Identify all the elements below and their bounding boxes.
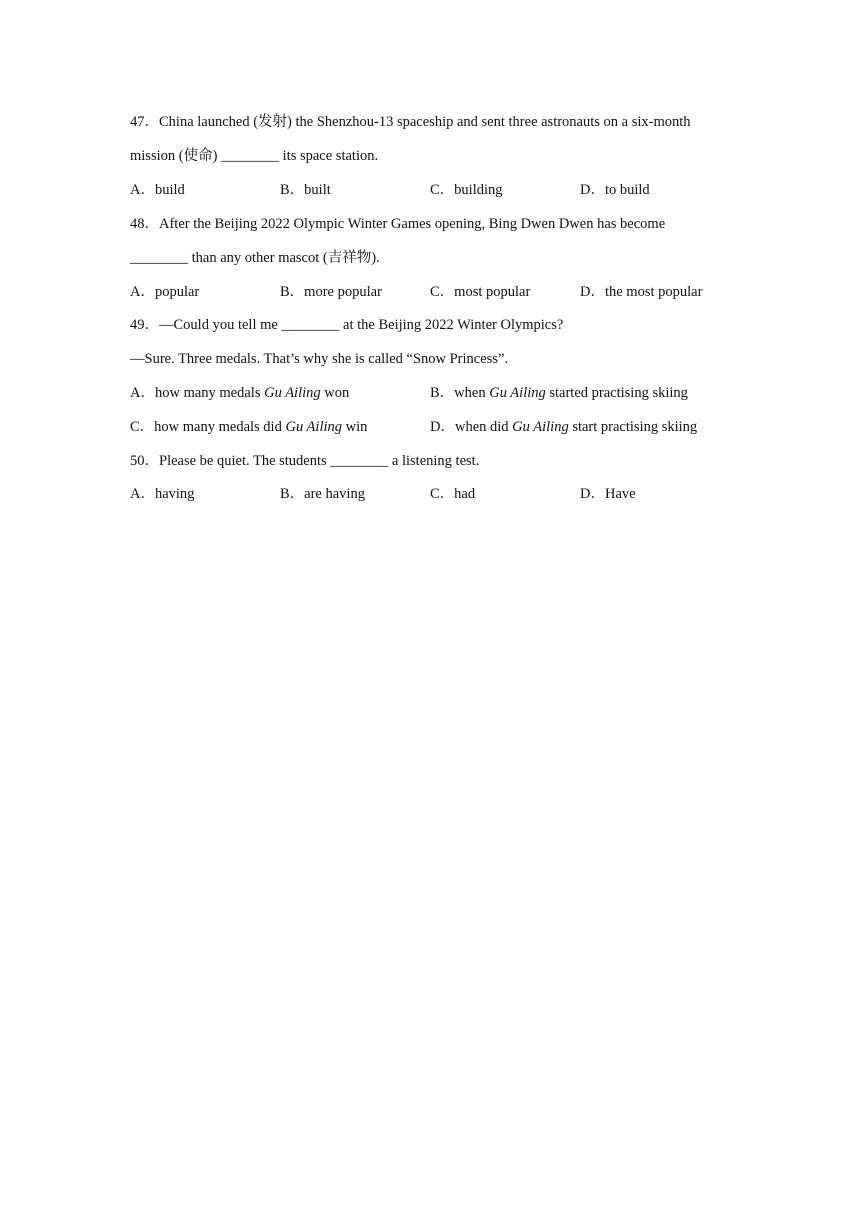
option-d-suffix: start practising skiing xyxy=(568,419,698,435)
question-50-option-c: C．had xyxy=(430,486,476,502)
question-48-option-c: C．most popular xyxy=(430,284,531,300)
question-49-stem-line2: —Sure. Three medals. That’s why she is called “Snow Princess”. xyxy=(130,351,508,367)
question-50-option-a: A．having xyxy=(130,486,195,502)
question-50-option-b: B．are having xyxy=(280,486,365,502)
person-name: Gu Ailing xyxy=(264,385,321,401)
question-47-option-d: D．to build xyxy=(580,182,650,198)
question-47-stem-line1: 47．China launched (发射) the Shenzhou-13 spaceship and sent three astronauts on a six-month xyxy=(130,114,691,130)
question-50-stem-line1: 50．Please be quiet. The students ________ a listening test. xyxy=(130,453,480,469)
option-d-prefix: D．when did xyxy=(430,419,513,435)
question-47-option-b: B．built xyxy=(280,182,331,198)
person-name: Gu Ailing xyxy=(489,385,546,401)
option-b-suffix: started practising skiing xyxy=(545,385,688,401)
option-a-suffix: won xyxy=(320,385,350,401)
question-47-stem-line2: mission (使命) ________ its space station. xyxy=(130,148,379,164)
option-b-prefix: B．when xyxy=(430,385,490,401)
option-c-prefix: C．how many medals did xyxy=(130,419,286,435)
question-47-option-c: C．building xyxy=(430,182,503,198)
question-49-option-b xyxy=(430,383,688,403)
question-49-option-d xyxy=(430,417,697,437)
option-c-suffix: win xyxy=(342,419,368,435)
question-48-option-d: D．the most popular xyxy=(580,284,703,300)
option-a-prefix: A．how many medals xyxy=(130,385,265,401)
question-49-stem-line1: 49．—Could you tell me ________ at the Beijing 2022 Winter Olympics? xyxy=(130,317,564,333)
question-48-option-a: A．popular xyxy=(130,284,200,300)
question-49-option-a xyxy=(130,383,349,403)
question-48-option-b: B．more popular xyxy=(280,284,382,300)
question-50-option-d: D．Have xyxy=(580,486,636,502)
question-48-stem-line2: ________ than any other mascot (吉祥物). xyxy=(130,250,380,266)
question-48-stem-line1: 48．After the Beijing 2022 Olympic Winter Games opening, Bing Dwen Dwen has become xyxy=(130,216,666,232)
question-47-option-a: A．build xyxy=(130,182,185,198)
person-name: Gu Ailing xyxy=(285,419,342,435)
question-49-option-c xyxy=(130,417,367,437)
person-name: Gu Ailing xyxy=(512,419,569,435)
